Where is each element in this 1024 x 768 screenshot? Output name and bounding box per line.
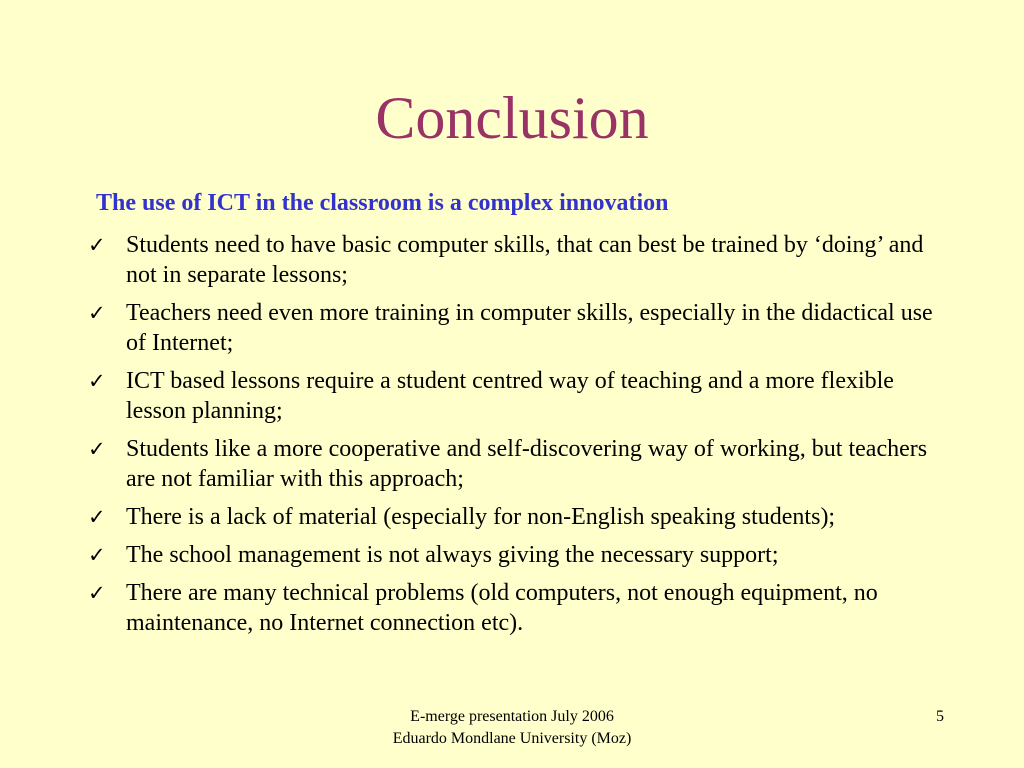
page-number: 5 [936, 708, 944, 725]
footer-line-1: E-merge presentation July 2006 [410, 708, 614, 725]
footer-line-2: Eduardo Mondlane University (Moz) [392, 730, 632, 747]
checkmark-icon: ✓ [88, 543, 106, 567]
bullet-text: ICT based lessons require a student centred way of teaching and a more flexible lesson planning; [126, 368, 894, 424]
bullet-item [84, 298, 944, 358]
bullet-text: Students need to have basic computer skills, that can best be trained by ‘doing’ and not in separate lessons; [126, 232, 924, 288]
bullet-item [84, 578, 944, 638]
bullet-item [84, 366, 944, 426]
checkmark-icon: ✓ [88, 369, 106, 393]
checkmark-icon: ✓ [88, 581, 106, 605]
slide-title: Conclusion [375, 85, 649, 151]
checkmark-icon: ✓ [88, 233, 106, 257]
bullet-item [84, 540, 944, 570]
bullet-item [84, 434, 944, 494]
bullet-item [84, 502, 944, 532]
slide-subtitle: The use of ICT in the classroom is a complex innovation [96, 190, 669, 216]
bullet-text: The school management is not always giving the necessary support; [126, 542, 779, 568]
bullet-item [84, 230, 944, 290]
checkmark-icon: ✓ [88, 301, 106, 325]
bullet-list [84, 230, 944, 646]
slide-footer [312, 706, 712, 750]
checkmark-icon: ✓ [88, 437, 106, 461]
bullet-text: Students like a more cooperative and self-discovering way of working, but teachers are not familiar with this approach; [126, 436, 928, 492]
bullet-text: There is a lack of material (especially for non-English speaking students); [126, 504, 836, 530]
checkmark-icon: ✓ [88, 505, 106, 529]
bullet-text: There are many technical problems (old computers, not enough equipment, no maintenance, no Internet connection etc). [126, 580, 878, 636]
bullet-text: Teachers need even more training in computer skills, especially in the didactical use of Internet; [126, 300, 933, 356]
